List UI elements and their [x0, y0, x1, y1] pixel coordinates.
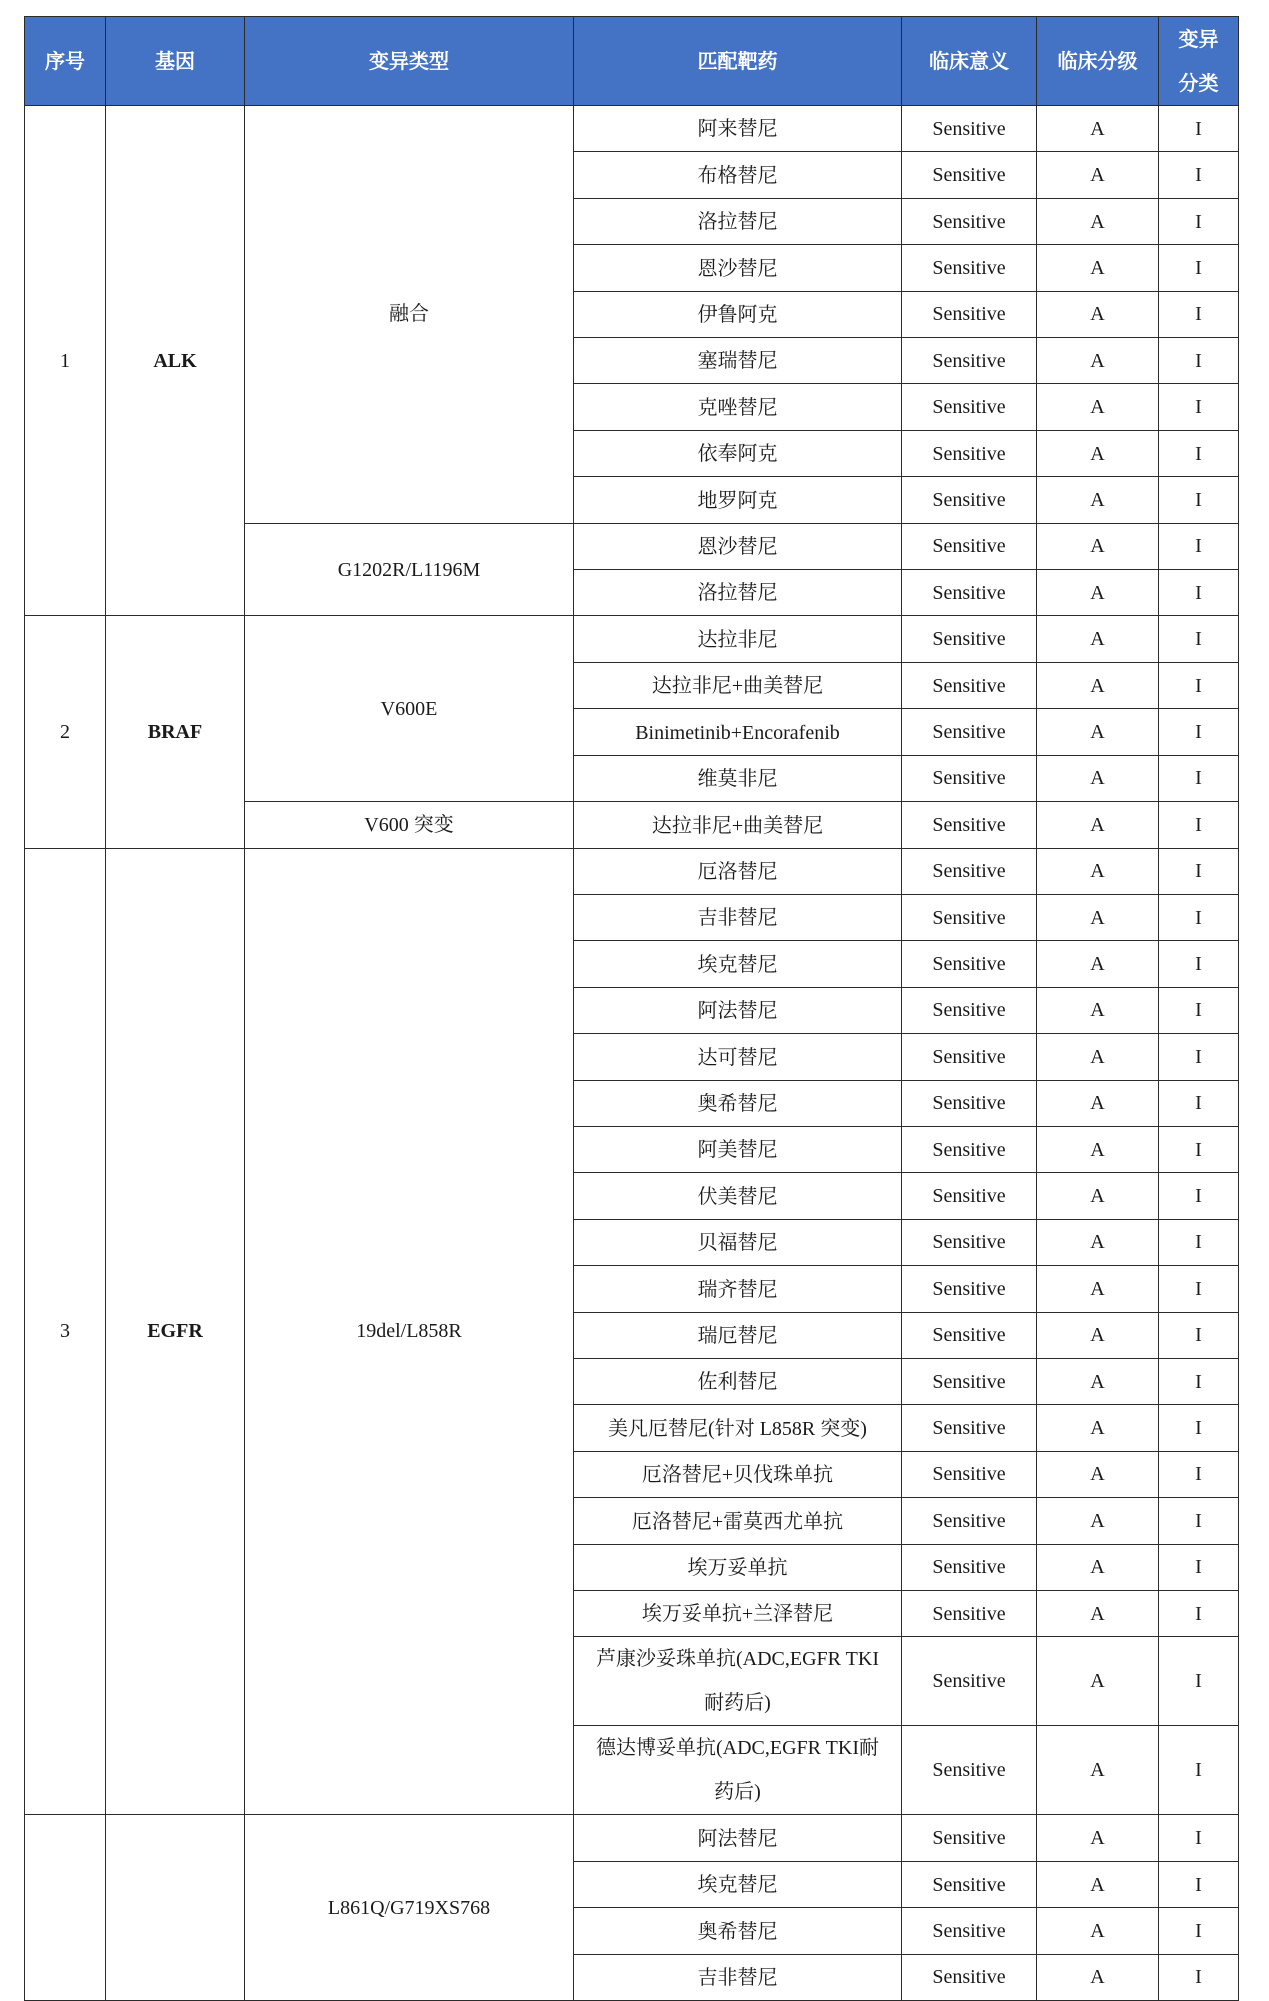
drug-name: 维莫非尼 [697, 768, 778, 791]
category-cell: I [1159, 709, 1239, 755]
significance-cell: Sensitive [902, 755, 1037, 801]
category-cell: I [1159, 1726, 1239, 1815]
category-cell: I [1159, 1815, 1239, 1861]
drug-cell [574, 941, 902, 987]
drug-name: 恩沙替尼 [697, 536, 778, 559]
variant-type-cell: V600 突变 [245, 802, 574, 848]
level-cell: A [1037, 1815, 1159, 1861]
drug-cell [574, 106, 902, 152]
drug-name: 达拉非尼+曲美替尼 [651, 675, 824, 698]
significance-cell: Sensitive [902, 291, 1037, 337]
drug-name: 德达博妥单抗(ADC,EGFR TKI耐药后) [596, 1737, 879, 1804]
header-row [25, 17, 1239, 106]
category-cell: I [1159, 1954, 1239, 2000]
significance-cell: Sensitive [902, 1726, 1037, 1815]
level-cell: A [1037, 1591, 1159, 1637]
drug-name: 奥希替尼 [697, 1920, 778, 1943]
variant-type-cell: 融合 [245, 106, 574, 524]
significance-cell: Sensitive [902, 1126, 1037, 1172]
drug-cell [574, 1034, 902, 1080]
table-row [25, 616, 1239, 662]
drug-cell [574, 338, 902, 384]
level-cell: A [1037, 430, 1159, 476]
significance-cell: Sensitive [902, 1312, 1037, 1358]
significance-cell: Sensitive [902, 523, 1037, 569]
level-cell: A [1037, 523, 1159, 569]
drug-cell [574, 1358, 902, 1404]
header-index: 序号 [25, 17, 106, 106]
level-cell: A [1037, 152, 1159, 198]
drug-name: 厄洛替尼+雷莫西尤单抗 [631, 1510, 844, 1533]
category-cell: I [1159, 1080, 1239, 1126]
level-cell: A [1037, 198, 1159, 244]
level-cell: A [1037, 941, 1159, 987]
drug-name: 达拉非尼+曲美替尼 [651, 814, 824, 837]
significance-cell: Sensitive [902, 1266, 1037, 1312]
table-row [25, 106, 1239, 152]
significance-cell: Sensitive [902, 616, 1037, 662]
category-cell: I [1159, 1405, 1239, 1451]
category-cell: I [1159, 1312, 1239, 1358]
category-cell: I [1159, 384, 1239, 430]
category-cell: I [1159, 1034, 1239, 1080]
drug-cell [574, 1908, 902, 1954]
category-cell: I [1159, 106, 1239, 152]
drug-cell [574, 709, 902, 755]
level-cell: A [1037, 616, 1159, 662]
drug-cell [574, 987, 902, 1033]
drug-name: 阿法替尼 [697, 1827, 778, 1850]
level-cell: A [1037, 106, 1159, 152]
index-cell: 1 [25, 106, 106, 616]
significance-cell: Sensitive [902, 430, 1037, 476]
variant-type-cell: L861Q/G719XS768 [245, 1815, 574, 2001]
level-cell: A [1037, 1405, 1159, 1451]
category-cell: I [1159, 1591, 1239, 1637]
significance-cell: Sensitive [902, 1405, 1037, 1451]
category-cell: I [1159, 802, 1239, 848]
category-cell: I [1159, 570, 1239, 616]
drug-cell [574, 1219, 902, 1265]
significance-cell: Sensitive [902, 1637, 1037, 1726]
significance-cell: Sensitive [902, 1080, 1037, 1126]
category-cell: I [1159, 338, 1239, 384]
significance-cell: Sensitive [902, 198, 1037, 244]
level-cell: A [1037, 245, 1159, 291]
level-cell: A [1037, 1637, 1159, 1726]
drug-cell [574, 245, 902, 291]
drug-cell [574, 152, 902, 198]
level-cell: A [1037, 1726, 1159, 1815]
table-row [25, 848, 1239, 894]
drug-cell [574, 1080, 902, 1126]
drug-name: 阿法替尼 [697, 1000, 778, 1023]
drug-name: 埃克替尼 [697, 953, 778, 976]
significance-cell: Sensitive [902, 709, 1037, 755]
table-body [25, 106, 1239, 2001]
drug-cell [574, 430, 902, 476]
significance-cell: Sensitive [902, 1173, 1037, 1219]
significance-cell: Sensitive [902, 384, 1037, 430]
drug-cell [574, 848, 902, 894]
drug-cell [574, 1126, 902, 1172]
drug-cell [574, 755, 902, 801]
drug-cell [574, 616, 902, 662]
drug-cell [574, 1173, 902, 1219]
drug-name: 塞瑞替尼 [697, 350, 778, 373]
drug-cell [574, 662, 902, 708]
category-cell: I [1159, 477, 1239, 523]
level-cell: A [1037, 1312, 1159, 1358]
significance-cell: Sensitive [902, 570, 1037, 616]
significance-cell: Sensitive [902, 848, 1037, 894]
significance-cell: Sensitive [902, 987, 1037, 1033]
significance-cell: Sensitive [902, 338, 1037, 384]
level-cell: A [1037, 1173, 1159, 1219]
drug-name: 芦康沙妥珠单抗(ADC,EGFR TKI耐药后) [596, 1648, 879, 1715]
drug-name: 依奉阿克 [697, 443, 778, 466]
significance-cell: Sensitive [902, 245, 1037, 291]
significance-cell: Sensitive [902, 106, 1037, 152]
level-cell: A [1037, 802, 1159, 848]
drug-cell [574, 1451, 902, 1497]
drug-name: 伊鲁阿克 [697, 304, 778, 327]
level-cell: A [1037, 662, 1159, 708]
drug-name: 厄洛替尼 [697, 860, 778, 883]
drug-cell [574, 477, 902, 523]
significance-cell: Sensitive [902, 1219, 1037, 1265]
significance-cell: Sensitive [902, 1591, 1037, 1637]
significance-cell: Sensitive [902, 152, 1037, 198]
drug-cell [574, 1591, 902, 1637]
header-drug: 匹配靶药 [574, 17, 902, 106]
drug-cell [574, 1726, 902, 1815]
drug-cell [574, 1815, 902, 1861]
category-cell: I [1159, 1266, 1239, 1312]
category-cell: I [1159, 987, 1239, 1033]
category-cell: I [1159, 198, 1239, 244]
category-cell: I [1159, 430, 1239, 476]
category-cell: I [1159, 616, 1239, 662]
level-cell: A [1037, 848, 1159, 894]
variant-type-cell: 19del/L858R [245, 848, 574, 1815]
index-cell [25, 1815, 106, 2001]
targeted-drug-table [24, 16, 1239, 2001]
drug-cell [574, 1637, 902, 1726]
gene-cell: ALK [106, 106, 245, 616]
level-cell: A [1037, 570, 1159, 616]
category-cell: I [1159, 523, 1239, 569]
level-cell: A [1037, 1451, 1159, 1497]
index-cell: 2 [25, 616, 106, 848]
header-gene: 基因 [106, 17, 245, 106]
significance-cell: Sensitive [902, 477, 1037, 523]
drug-cell [574, 1544, 902, 1590]
category-cell: I [1159, 152, 1239, 198]
table-header [25, 17, 1239, 106]
category-cell: I [1159, 1358, 1239, 1404]
category-cell: I [1159, 1544, 1239, 1590]
category-cell: I [1159, 291, 1239, 337]
level-cell: A [1037, 477, 1159, 523]
level-cell: A [1037, 338, 1159, 384]
drug-name: 伏美替尼 [697, 1185, 778, 1208]
level-cell: A [1037, 1358, 1159, 1404]
category-cell: I [1159, 1126, 1239, 1172]
drug-name: 达可替尼 [697, 1046, 778, 1069]
drug-name: 瑞厄替尼 [697, 1324, 778, 1347]
category-cell: I [1159, 1219, 1239, 1265]
drug-name: 奥希替尼 [697, 1092, 778, 1115]
level-cell: A [1037, 1219, 1159, 1265]
table-row [25, 1815, 1239, 1861]
level-cell: A [1037, 894, 1159, 940]
level-cell: A [1037, 1126, 1159, 1172]
drug-name: 埃万妥单抗 [687, 1557, 788, 1579]
drug-cell [574, 384, 902, 430]
significance-cell: Sensitive [902, 662, 1037, 708]
significance-cell: Sensitive [902, 1544, 1037, 1590]
significance-cell: Sensitive [902, 1451, 1037, 1497]
significance-cell: Sensitive [902, 1498, 1037, 1544]
category-cell: I [1159, 1637, 1239, 1726]
drug-cell [574, 291, 902, 337]
drug-name: 美凡厄替尼(针对 L858R 突变) [608, 1417, 867, 1440]
drug-name: 厄洛替尼+贝伐珠单抗 [641, 1464, 834, 1487]
level-cell: A [1037, 709, 1159, 755]
drug-cell [574, 1405, 902, 1451]
category-cell: I [1159, 1498, 1239, 1544]
significance-cell: Sensitive [902, 1358, 1037, 1404]
drug-name: Binimetinib+Encorafenib [635, 721, 840, 744]
significance-cell: Sensitive [902, 1815, 1037, 1861]
significance-cell: Sensitive [902, 894, 1037, 940]
category-cell: I [1159, 755, 1239, 801]
category-cell: I [1159, 1451, 1239, 1497]
header-variant-type: 变异类型 [245, 17, 574, 106]
drug-cell [574, 1266, 902, 1312]
level-cell: A [1037, 1080, 1159, 1126]
drug-name: 布格替尼 [697, 164, 778, 187]
gene-cell: BRAF [106, 616, 245, 848]
category-cell: I [1159, 848, 1239, 894]
level-cell: A [1037, 384, 1159, 430]
drug-name: 佐利替尼 [697, 1371, 778, 1394]
drug-cell [574, 198, 902, 244]
drug-name: 恩沙替尼 [697, 257, 778, 280]
level-cell: A [1037, 1908, 1159, 1954]
drug-name: 阿来替尼 [697, 118, 778, 141]
header-level: 临床分级 [1037, 17, 1159, 106]
drug-cell [574, 802, 902, 848]
variant-type-cell: V600E [245, 616, 574, 802]
level-cell: A [1037, 291, 1159, 337]
drug-cell [574, 523, 902, 569]
drug-name: 贝福替尼 [697, 1232, 778, 1255]
drug-name: 吉非替尼 [697, 907, 778, 930]
significance-cell: Sensitive [902, 1954, 1037, 2000]
category-cell: I [1159, 662, 1239, 708]
significance-cell: Sensitive [902, 802, 1037, 848]
significance-cell: Sensitive [902, 1908, 1037, 1954]
significance-cell: Sensitive [902, 1861, 1037, 1907]
drug-name: 达拉非尼 [697, 628, 778, 651]
significance-cell: Sensitive [902, 941, 1037, 987]
level-cell: A [1037, 1498, 1159, 1544]
drug-name: 洛拉替尼 [697, 582, 778, 605]
index-cell: 3 [25, 848, 106, 1815]
drug-cell [574, 1954, 902, 2000]
drug-name: 吉非替尼 [697, 1967, 778, 1990]
drug-name: 克唑替尼 [697, 396, 778, 419]
level-cell: A [1037, 755, 1159, 801]
gene-cell: EGFR [106, 848, 245, 1815]
header-category [1159, 17, 1239, 106]
level-cell: A [1037, 1954, 1159, 2000]
category-cell: I [1159, 1173, 1239, 1219]
gene-cell [106, 1815, 245, 2001]
category-cell: I [1159, 1908, 1239, 1954]
category-cell: I [1159, 245, 1239, 291]
header-significance: 临床意义 [902, 17, 1037, 106]
level-cell: A [1037, 1544, 1159, 1590]
drug-name: 阿美替尼 [697, 1139, 778, 1162]
variant-type-cell: G1202R/L1196M [245, 523, 574, 616]
level-cell: A [1037, 987, 1159, 1033]
drug-name: 洛拉替尼 [697, 211, 778, 234]
drug-name: 瑞齐替尼 [697, 1278, 778, 1301]
drug-cell [574, 1312, 902, 1358]
drug-cell [574, 570, 902, 616]
level-cell: A [1037, 1034, 1159, 1080]
drug-name: 埃克替尼 [697, 1874, 778, 1897]
significance-cell: Sensitive [902, 1034, 1037, 1080]
level-cell: A [1037, 1266, 1159, 1312]
drug-cell [574, 894, 902, 940]
category-cell: I [1159, 1861, 1239, 1907]
drug-name: 地罗阿克 [697, 489, 778, 512]
drug-name: 埃万妥单抗+兰泽替尼 [641, 1603, 834, 1626]
drug-cell [574, 1861, 902, 1907]
category-cell: I [1159, 941, 1239, 987]
category-cell: I [1159, 894, 1239, 940]
level-cell: A [1037, 1861, 1159, 1907]
header-category-label: 变异分类 [1178, 27, 1219, 95]
drug-cell [574, 1498, 902, 1544]
